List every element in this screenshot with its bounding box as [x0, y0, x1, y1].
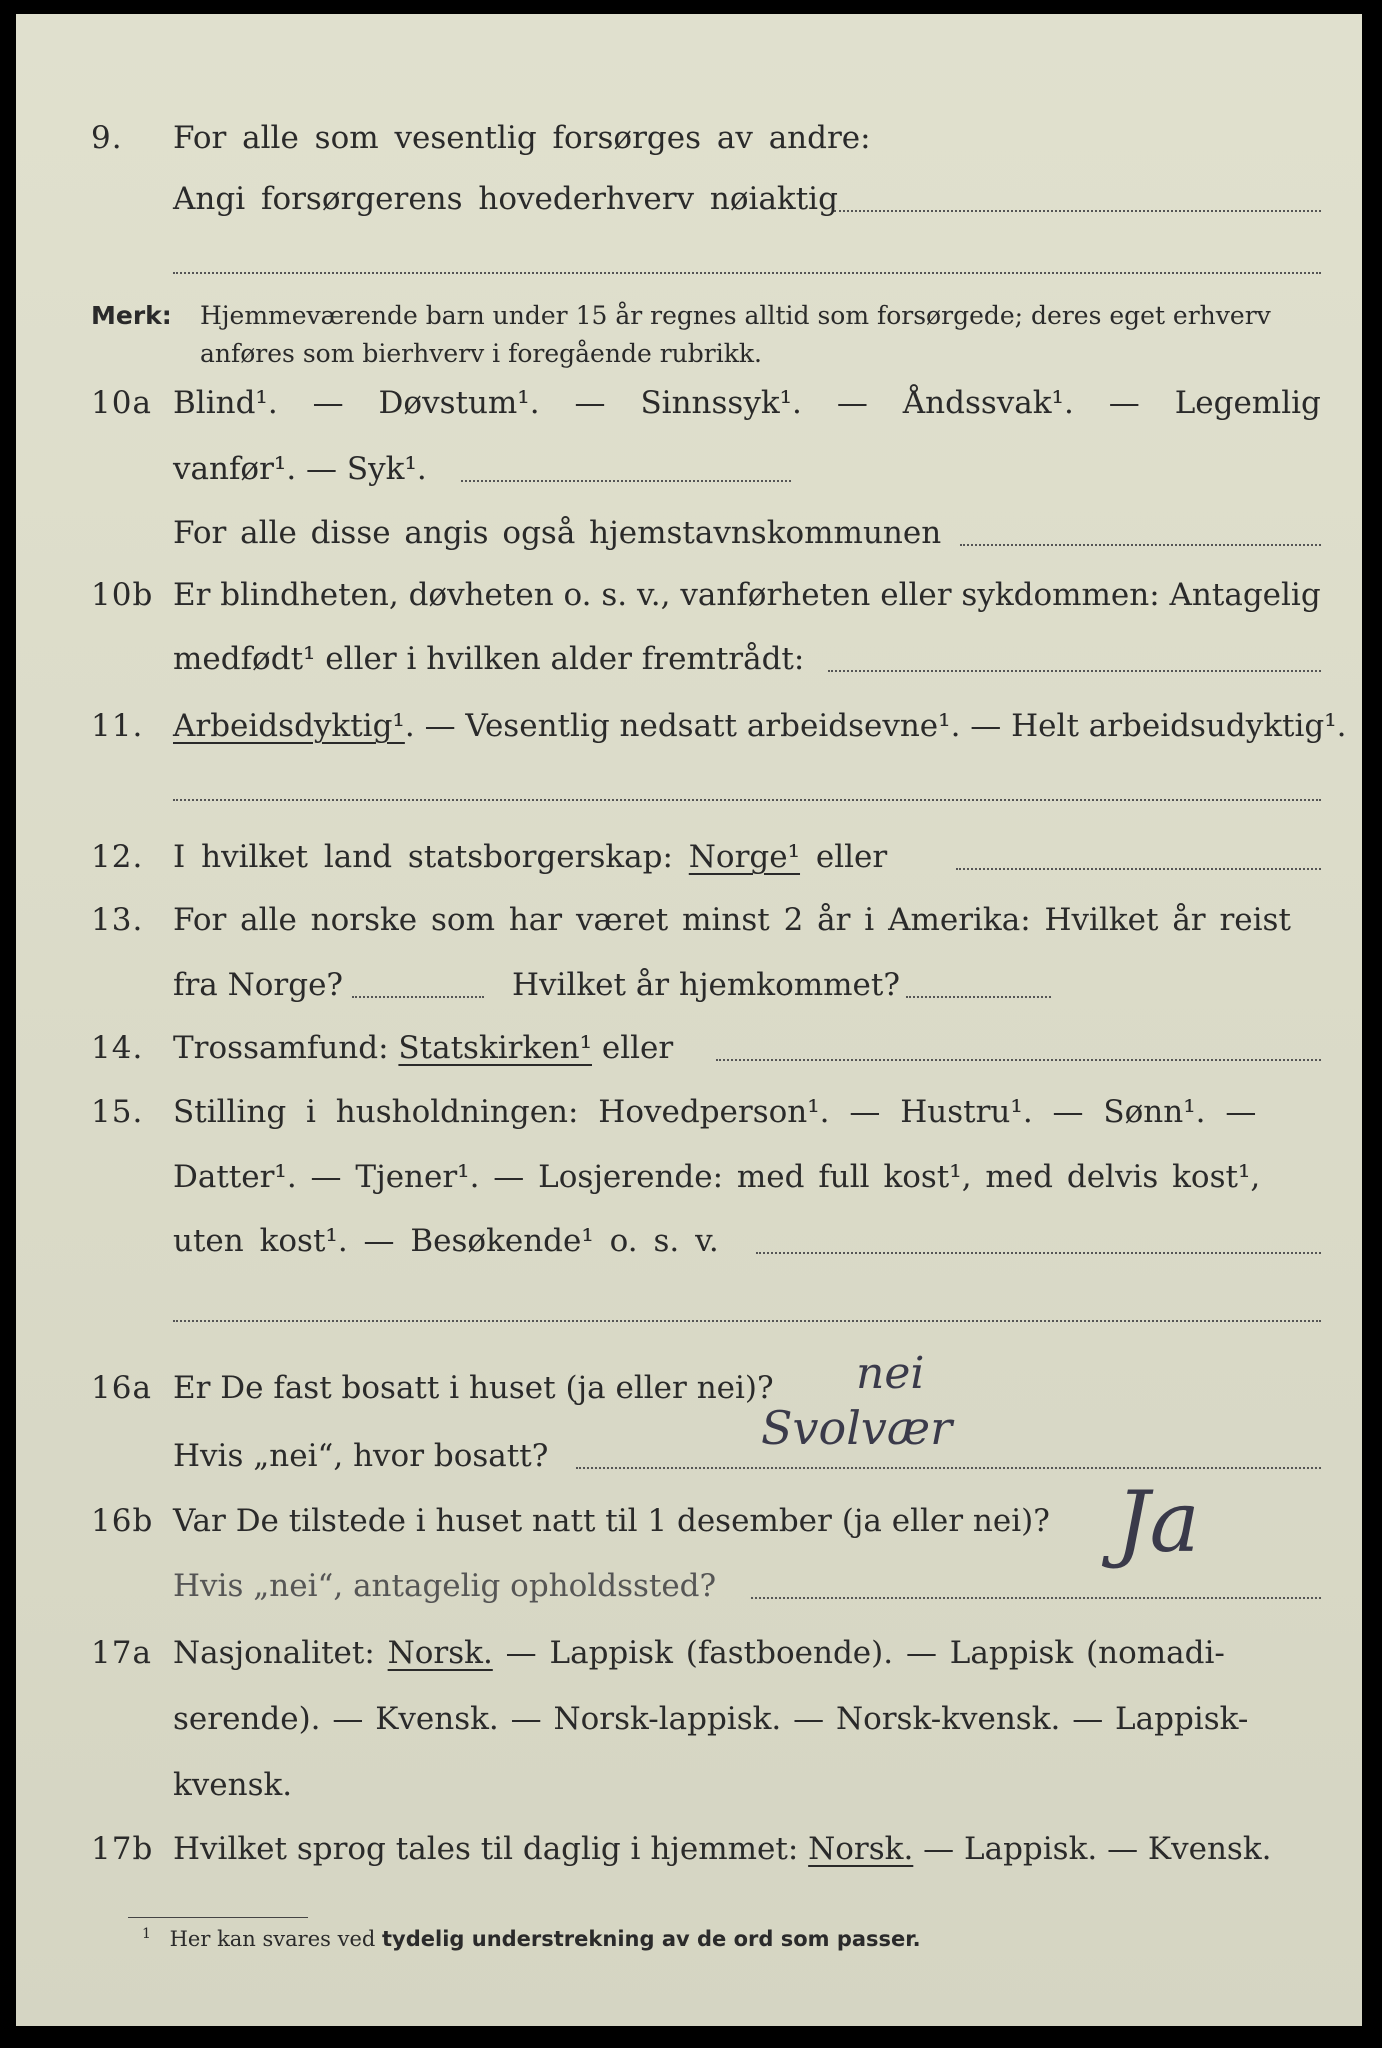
- question-text: Angi forsørgerens hovederhverv nøiaktig: [173, 181, 838, 217]
- question-17a-row: [16, 1628, 1362, 1678]
- option-text: — Lappisk. — Kvensk.: [913, 1831, 1272, 1867]
- question-13-row: [16, 895, 1362, 945]
- question-17b-row: [16, 1824, 1362, 1874]
- answer-line[interactable]: [716, 1059, 1321, 1061]
- question-number: 16b: [91, 1503, 154, 1539]
- question-text: Stilling i husholdningen: Hovedperson¹. — Hustru¹. — Sønn¹. —: [173, 1094, 1257, 1130]
- question-text: For alle norske som har været minst 2 år i Amerika: Hvilket år reist: [173, 902, 1291, 938]
- handwritten-answer: Svolvær: [761, 1401, 953, 1455]
- question-text: vanfør¹. — Syk¹.: [173, 451, 427, 487]
- answer-line[interactable]: [756, 1252, 1321, 1254]
- selected-option: Norsk.: [387, 1635, 493, 1671]
- footnote-divider: [128, 1917, 308, 1918]
- question-text: [173, 701, 1347, 751]
- question-16a-row: [16, 1348, 1362, 1413]
- question-12-row: [16, 832, 1362, 882]
- answer-line[interactable]: [173, 272, 1321, 274]
- question-text: Hvis „nei“, hvor bosatt?: [173, 1438, 549, 1474]
- answer-line[interactable]: [828, 670, 1321, 672]
- question-text: [173, 1628, 1225, 1678]
- option-word: —: [1108, 385, 1140, 421]
- answer-line[interactable]: [834, 210, 1321, 212]
- question-text: Var De tilstede i huset natt til 1 desember (ja eller nei)?: [173, 1503, 1050, 1539]
- question-text: Er blindheten, døvheten o. s. v., vanførheten eller sykdommen: Antagelig: [173, 577, 1321, 613]
- question-15-row: [16, 1087, 1362, 1137]
- question-label: Trossamfund:: [173, 1030, 399, 1066]
- question-number: 9.: [91, 120, 123, 156]
- question-number: 12.: [91, 839, 144, 875]
- question-13-row-2: [16, 960, 1362, 1010]
- answer-line[interactable]: [352, 996, 484, 998]
- note-block: [91, 297, 1321, 368]
- question-number: 10b: [91, 577, 154, 613]
- question-text: Hvilket år hjemkommet?: [512, 967, 900, 1003]
- question-15-row-3: [16, 1216, 1362, 1266]
- option-text: eller: [592, 1030, 674, 1066]
- footnote-marker: 1: [142, 1926, 151, 1942]
- question-15-row-2: [16, 1152, 1362, 1202]
- answer-line[interactable]: [173, 1320, 1321, 1322]
- option-text: eller: [800, 839, 888, 875]
- question-16b-row: [16, 1473, 1362, 1571]
- option-text: — Lappisk (fastboende). — Lappisk (nomadi-: [492, 1635, 1225, 1671]
- answer-line[interactable]: [960, 544, 1321, 546]
- answer-line[interactable]: [173, 799, 1321, 801]
- option-word: Blind¹.: [173, 385, 278, 421]
- question-number: 17a: [91, 1635, 152, 1671]
- question-16b-row-2: [16, 1561, 1362, 1611]
- question-number: 15.: [91, 1094, 144, 1130]
- option-word: Sinnssyk¹.: [640, 385, 802, 421]
- question-label: Nasjonalitet:: [173, 1635, 388, 1671]
- question-10a-row-3: [16, 508, 1362, 558]
- footnote-emphasis: tydelig understrekning av de ord som passer.: [382, 1927, 921, 1951]
- question-number: 10a: [91, 385, 152, 421]
- question-number: 11.: [91, 708, 144, 744]
- question-text: medfødt¹ eller i hvilken alder fremtrådt:: [173, 641, 805, 677]
- question-text: fra Norge?: [173, 967, 344, 1003]
- question-options: [173, 378, 1321, 428]
- census-form-page: [16, 14, 1362, 2026]
- question-text: uten kost¹. — Besøkende¹ o. s. v.: [173, 1223, 719, 1259]
- option-word: —: [574, 385, 606, 421]
- handwritten-answer: nei: [856, 1348, 925, 1399]
- answer-line[interactable]: [576, 1467, 1321, 1469]
- question-14-row: [16, 1023, 1362, 1073]
- option-text: . — Vesentlig nedsatt arbeidsevne¹. — Helt arbeidsudyktig¹.: [404, 708, 1347, 744]
- question-10a-row-2: [16, 444, 1362, 494]
- option-word: —: [312, 385, 344, 421]
- option-word: Legemlig: [1174, 385, 1321, 421]
- question-text: serende). — Kvensk. — Norsk-lappisk. — Norsk-kvensk. — Lappisk-: [173, 1701, 1249, 1737]
- answer-line[interactable]: [906, 996, 1051, 998]
- selected-option: Norsk.: [808, 1831, 914, 1867]
- question-9-row: [16, 113, 1362, 163]
- selected-option: Norge¹: [688, 839, 801, 875]
- question-number: 16a: [91, 1370, 152, 1406]
- answer-line[interactable]: [751, 1597, 1321, 1599]
- footnote-text: Her kan svares ved: [169, 1927, 382, 1951]
- question-text: [173, 832, 887, 882]
- question-10b-row: [16, 570, 1362, 620]
- question-text: Er De fast bosatt i huset (ja eller nei)?: [173, 1370, 774, 1406]
- answer-line[interactable]: [956, 868, 1321, 870]
- question-text: [173, 1023, 673, 1073]
- question-9-row-2: [16, 174, 1362, 224]
- selected-option: Arbeidsdyktig¹: [173, 708, 405, 744]
- question-10a-row: [16, 378, 1362, 428]
- option-word: Døvstum¹.: [378, 385, 540, 421]
- question-text: For alle disse angis også hjemstavnskommunen: [173, 515, 942, 551]
- selected-option: Statskirken¹: [398, 1030, 592, 1066]
- question-text: Datter¹. — Tjener¹. — Losjerende: med full kost¹, med delvis kost¹,: [173, 1159, 1261, 1195]
- question-label: Hvilket sprog tales til daglig i hjemmet:: [173, 1831, 809, 1867]
- question-text: Hvis „nei“, antagelig opholdssted?: [173, 1568, 717, 1604]
- question-text: [173, 1824, 1271, 1874]
- question-text: For alle som vesentlig forsørges av andre:: [173, 120, 871, 156]
- question-number: 14.: [91, 1030, 144, 1066]
- answer-line[interactable]: [461, 480, 791, 482]
- question-11-row: [16, 701, 1362, 751]
- question-number: 13.: [91, 902, 144, 938]
- question-10b-row-2: [16, 634, 1362, 684]
- question-number: 17b: [91, 1831, 154, 1867]
- question-17a-row-2: [16, 1694, 1362, 1744]
- option-word: Åndssvak¹.: [902, 385, 1074, 421]
- note-text: Hjemmeværende barn under 15 år regnes alltid som forsørgede; deres eget erhverv: [200, 301, 1271, 330]
- footnote: [142, 1926, 921, 1951]
- question-label: I hvilket land statsborgerskap:: [173, 839, 689, 875]
- question-17a-row-3: [16, 1760, 1362, 1810]
- question-text: kvensk.: [173, 1767, 293, 1803]
- handwritten-answer: Ja: [1116, 1473, 1200, 1571]
- note-label: Merk:: [91, 301, 172, 330]
- note-text: anføres som bierhverv i foregående rubrikk.: [200, 339, 762, 368]
- option-word: —: [836, 385, 868, 421]
